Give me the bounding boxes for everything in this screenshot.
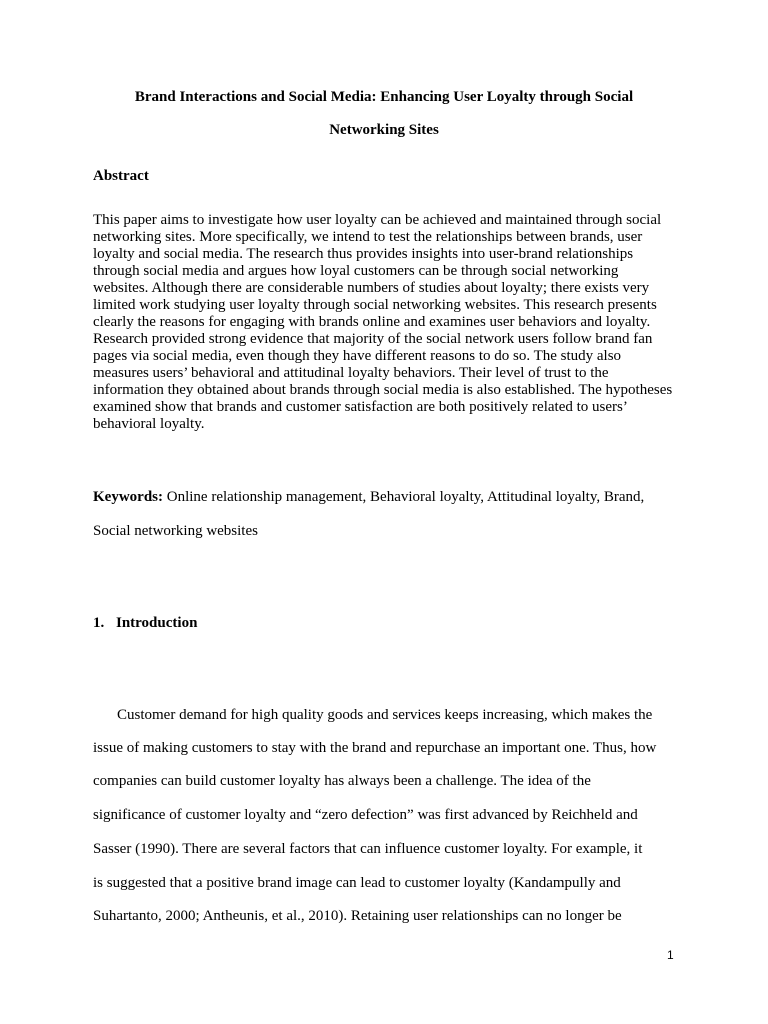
body-line: Suhartanto, 2000; Antheunis, et al., 2010). Retaining user relationships can no longer be xyxy=(93,908,622,924)
introduction-heading xyxy=(93,614,197,632)
body-line: Customer demand for high quality goods and services keeps increasing, which makes the xyxy=(117,707,653,723)
section-number: 1. xyxy=(93,615,105,631)
keywords-line-2: Social networking websites xyxy=(93,523,258,539)
body-line: companies can build customer loyalty has always been a challenge. The idea of the xyxy=(93,773,591,789)
body-line: issue of making customers to stay with the brand and repurchase an important one. Thus, how xyxy=(93,740,657,756)
page-number: 1 xyxy=(667,948,674,962)
section-title: Introduction xyxy=(116,615,198,631)
keywords-line-1 xyxy=(93,488,675,506)
abstract-heading: Abstract xyxy=(93,168,149,184)
paper-title-line-1: Brand Interactions and Social Media: Enhancing User Loyalty through Social xyxy=(134,89,634,105)
body-line: significance of customer loyalty and “zero defection” was first advanced by Reichheld and xyxy=(93,807,638,823)
abstract-text: This paper aims to investigate how user loyalty can be achieved and maintained through social networking sites. More specifically, we intend to test the relationships between brands, user loyalty and social media. The research thus provides insights into user-brand relationships through social media and argues how loyal customers can be through social networking websites. Although there are considerable numbers of studies about loyalty; there exists very limited work studying user loyalty through social networking websites. This research presents clearly the reasons for engaging with brands online and examines user behaviors and loyalty. Research provided strong evidence that majority of the social network users follow brand fan pages via social media, even though they have different reasons to do so. The study also measures users’ behavioral and attitudinal loyalty behaviors. Their level of trust to the information they obtained about brands through social media is also established. The hypotheses examined show that brands and customer satisfaction are both positively related to users’ behavioral loyalty. xyxy=(93,212,673,432)
paper-title-line-2: Networking Sites xyxy=(329,122,439,138)
keywords-label: Keywords: xyxy=(93,489,163,505)
keywords-text: Online relationship management, Behavioral loyalty, Attitudinal loyalty, Brand, xyxy=(166,489,645,505)
body-line: Sasser (1990). There are several factors that can influence customer loyalty. For example, it xyxy=(93,841,643,857)
body-line: is suggested that a positive brand image can lead to customer loyalty (Kandampully and xyxy=(93,875,621,891)
